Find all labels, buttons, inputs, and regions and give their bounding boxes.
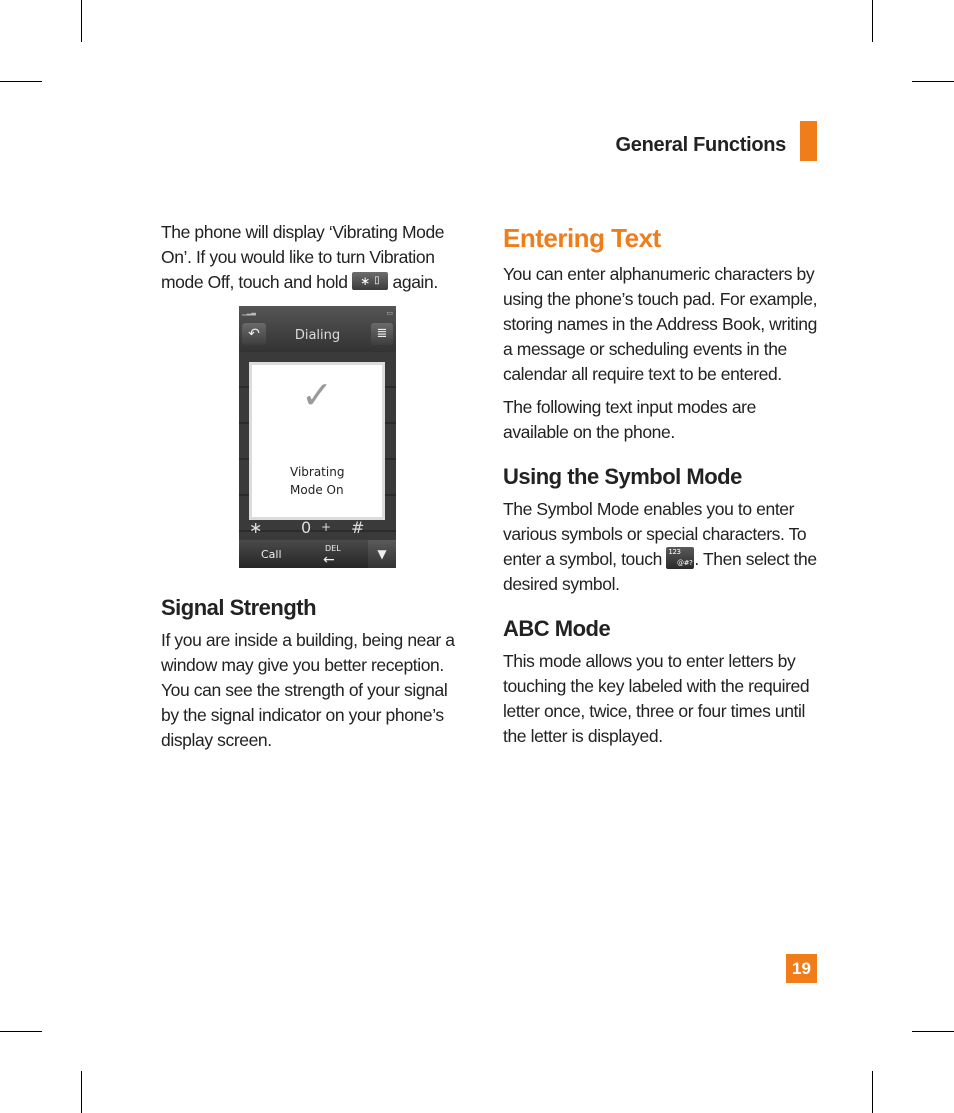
crop-mark (0, 1031, 42, 1032)
symbol-icon-bottom: @#? (677, 559, 693, 568)
section-title: General Functions (615, 134, 786, 156)
symbol-text-end: . Then select the desired symbol. (503, 549, 817, 594)
crop-mark (81, 1071, 82, 1113)
star-glyph: ∗ (360, 274, 370, 289)
checkmark-icon: ✓ (301, 373, 333, 417)
star-vibrate-key-icon (352, 272, 388, 290)
entering-text-heading: Entering Text (503, 223, 661, 253)
back-icon: ↶ (242, 323, 266, 345)
phone-title: Dialing (294, 328, 341, 343)
crop-mark (872, 1071, 873, 1113)
plus-key: + (321, 520, 332, 534)
symbol-mode-heading: Using the Symbol Mode (503, 464, 742, 489)
section-tab-marker (800, 121, 817, 161)
popup-line1: Vibrating (290, 465, 345, 479)
signal-heading: Signal Strength (161, 595, 317, 620)
entering-text-p1: You can enter alphanumeric characters by using the phone’s touch pad. For example, storing names in the Address Book, writing a message or scheduling events in the calendar all require text to be entered. (503, 264, 818, 384)
left-column (161, 220, 461, 303)
intro-text: The phone will display ‘Vibrating Mode On’. If you would like to turn Vibration mode Off, touch and hold (161, 222, 445, 292)
symbol-mode-body (503, 497, 821, 597)
popup-message (290, 463, 344, 499)
abc-mode-heading: ABC Mode (503, 616, 611, 641)
crop-mark (81, 0, 82, 42)
entering-text-p2: The following text input modes are available on the phone. (503, 397, 756, 442)
symbol-key-icon (666, 547, 694, 569)
collapse-down-icon: ▼ (368, 540, 396, 568)
menu-icon: ≣ (371, 323, 393, 345)
crop-mark (912, 81, 954, 82)
crop-mark (0, 81, 42, 82)
abc-mode-body: This mode allows you to enter letters by touching the key labeled with the required letter once, twice, three or four times until the letter is displayed. (503, 651, 810, 746)
backspace-icon: ← (323, 552, 335, 568)
zero-key: 0 (301, 518, 312, 537)
crop-mark (912, 1031, 954, 1032)
intro-text-end: again. (392, 272, 438, 292)
star-key: ∗ (249, 518, 263, 537)
vibrate-glyph: ▯ (374, 275, 380, 287)
page-number: 19 (786, 954, 817, 983)
symbol-text: The Symbol Mode enables you to enter various symbols or special characters. To enter a symbol, touch (503, 499, 807, 569)
signal-section (161, 594, 461, 761)
right-column (503, 222, 821, 757)
hash-key: # (351, 518, 365, 537)
del-label: DEL (325, 544, 341, 553)
symbol-icon-top: 123 (668, 548, 681, 557)
battery-icon: ▭ (386, 309, 393, 317)
phone-bottom-bar (239, 540, 396, 568)
keypad-row (239, 516, 396, 540)
intro-paragraph (161, 220, 461, 295)
phone-screenshot (239, 306, 396, 568)
signal-icon: ▁▂▃ (242, 309, 256, 316)
call-label: Call (261, 548, 282, 561)
vibrating-mode-popup (249, 362, 385, 520)
crop-mark (872, 0, 873, 42)
signal-body: If you are inside a building, being near a window may give you better reception. You can see the strength of your signal by the signal indicator on your phone’s display screen. (161, 630, 455, 750)
popup-line2: Mode On (290, 483, 344, 497)
